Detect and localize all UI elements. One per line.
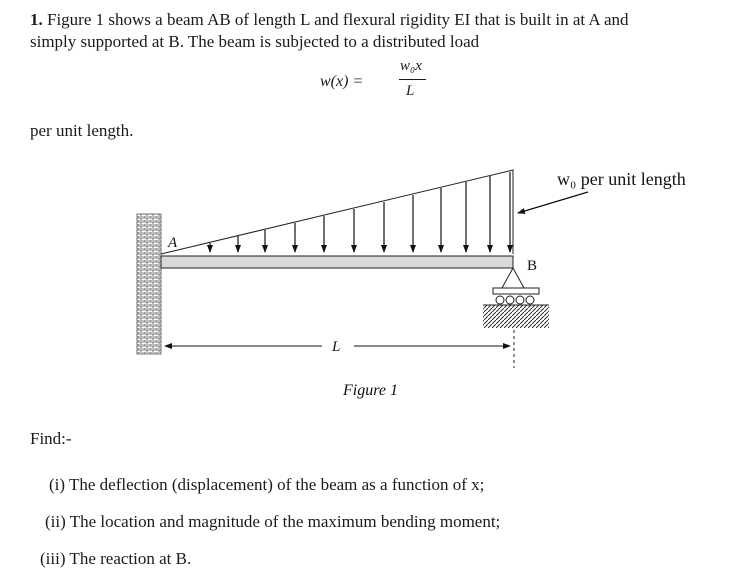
problem-number: 1. — [30, 10, 43, 29]
label-A: A — [168, 235, 178, 251]
fixed-wall — [137, 214, 161, 354]
question-2: (ii) The location and magnitude of the maximum bending moment; — [45, 512, 501, 531]
equation-lhs: w(x) = — [320, 73, 364, 90]
problem-text-line-1: Figure 1 shows a beam AB of length L and flexural rigidity EI that is built in at A and — [47, 10, 629, 29]
roller-support — [483, 268, 549, 328]
equation-numerator: w₀x — [400, 58, 422, 74]
beam — [161, 256, 513, 268]
load-arrows — [210, 172, 510, 252]
question-1: (i) The deflection (displacement) of the beam as a function of x; — [49, 475, 485, 494]
label-L: L — [332, 339, 341, 355]
per-unit-length-text: per unit length. — [30, 121, 134, 140]
load-triangle — [161, 170, 513, 254]
load-label: w₀ per unit length — [557, 169, 686, 189]
problem-text-line-2: simply supported at B. The beam is subjected to a distributed load — [30, 32, 480, 51]
figure-caption: Figure 1 — [343, 382, 398, 399]
load-label-leader — [518, 192, 588, 213]
label-B: B — [527, 258, 538, 274]
equation-denominator: L — [406, 83, 415, 99]
find-heading: Find:- — [30, 429, 72, 448]
question-3: (iii) The reaction at B. — [40, 549, 192, 568]
